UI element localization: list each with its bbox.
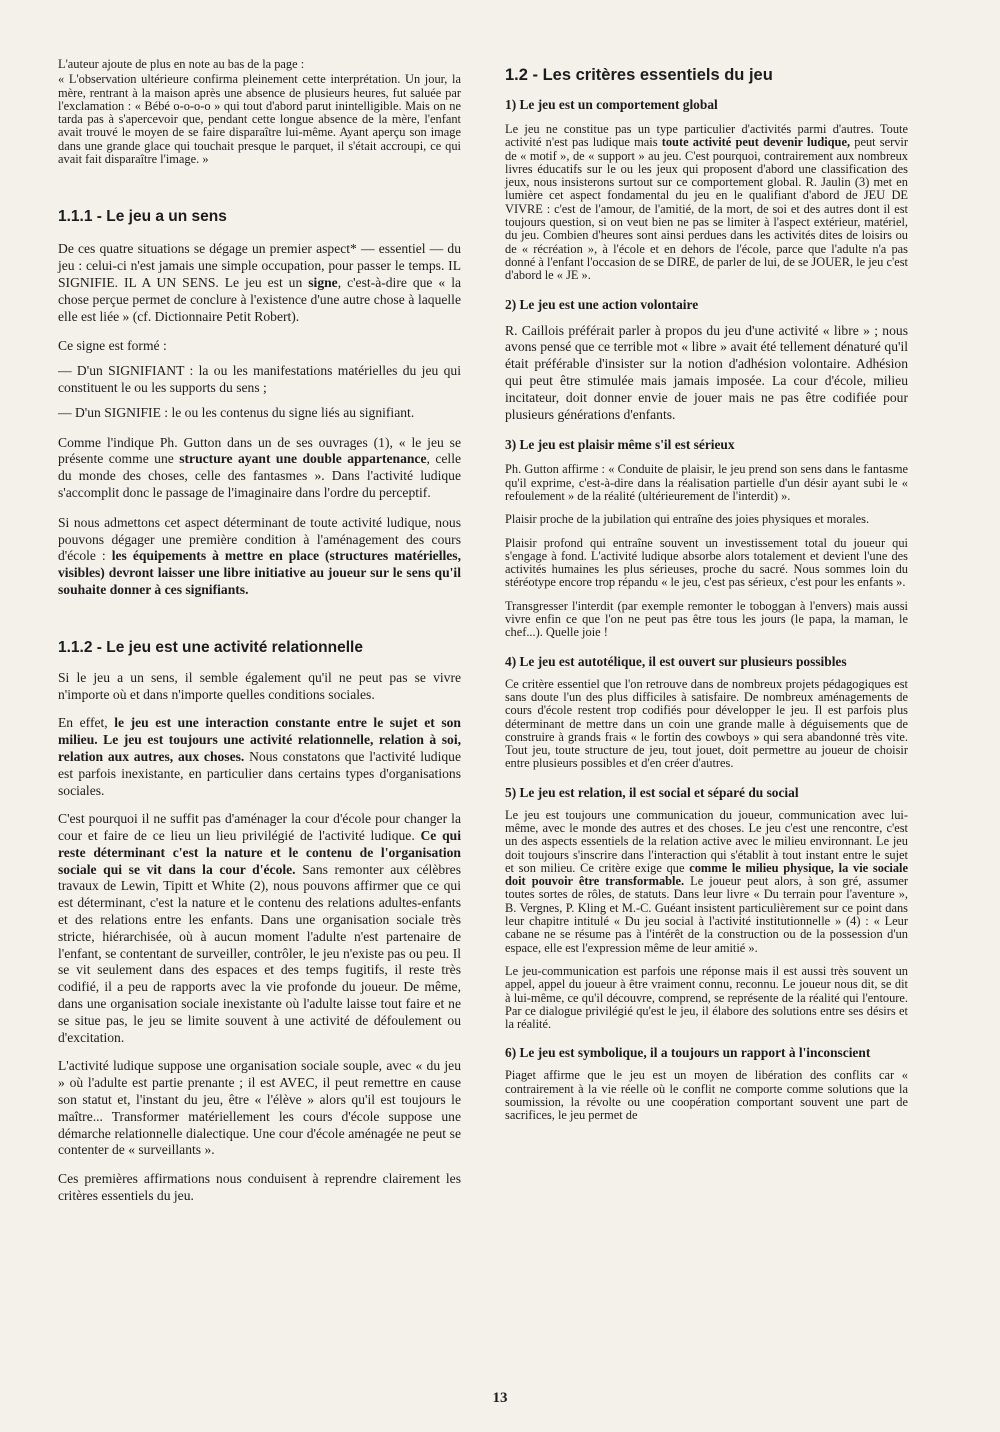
section-heading-1-1-2: 1.1.2 - Le jeu est une activité relationnelle — [58, 638, 363, 656]
paragraph: Le jeu-communication est parfois une réponse mais il est aussi très souvent un appel, appel du joueur à être vraiment connu, reconnu. Le joueur nous dit, se dit à lui-même, ce qu'il découvre, comprend, se représente de la réalité qui l'entoure. Par ce dialogue privilégié qu'est le jeu, il élabore des solutions entre ses désirs et la réalité. — [505, 963, 908, 1032]
paragraph: Piaget affirme que le jeu est un moyen de libération des conflits car « contrairement à la vie réelle où le conflit ne comporte comme solutions que la soumission, la révolte ou une coopération comportant souvent une part de sacrifices, le jeu permet de — [505, 1068, 908, 1123]
criterion-heading-6: 6) Le jeu est symbolique, il a toujours un rapport à l'inconscient — [505, 1045, 871, 1061]
paragraph: Transgresser l'interdit (par exemple remonter le toboggan à l'envers) mais aussi vivre enfin ce que l'on ne peut pas être tous les jours (le papa, la maman, le chef...). Quelle joie ! — [505, 598, 908, 640]
criterion-heading-3: 3) Le jeu est plaisir même s'il est sérieux — [505, 437, 735, 453]
criterion-heading-2: 2) Le jeu est une action volontaire — [505, 296, 699, 312]
paragraph: Si le jeu a un sens, il semble également qu'il ne peut pas se vivre n'importe où et dans n'importe quelles conditions sociales. — [58, 669, 461, 702]
paragraph: Plaisir proche de la jubilation qui entraîne des joies physiques et morales. — [505, 512, 870, 527]
criterion-heading-5: 5) Le jeu est relation, il est social et séparé du social — [505, 784, 799, 800]
section-heading-1-1-1: 1.1.1 - Le jeu a un sens — [58, 208, 227, 226]
right-column — [505, 66, 908, 1123]
criterion-heading-1: 1) Le jeu est un comportement global — [505, 97, 718, 112]
paragraph: En effet, le jeu est une interaction constante entre le sujet et son milieu. Le jeu est toujours une activité relationnelle, relation à soi, relation aux autres, aux choses. Nous constatons que l'activité ludique est parfois inexistante, en particulier dans certains types d'organisations sociales. — [58, 715, 461, 798]
paragraph: C'est pourquoi il ne suffit pas d'aménager la cour d'école pour changer la cour et faire de ce lieu un lieu privilégié de l'activité ludique. Ce qui reste déterminant c'est la nature et le contenu de l'organisation sociale qui se vit dans la cour d'école. Sans remonter aux célèbres travaux de Lewin, Tipitt et White (2), nous pouvons affirmer que ce qui est déterminant, c'est la nature et le contenu des relations adultes-enfants et des relations entre les enfants. Dans une organisation sociale très stricte, hiérarchisée, où à aucun moment l'adulte n'est partenaire de l'enfant, se contentant de surveiller, contrôler, le jeu n'existe pas ou peu. Il se vit seulement dans des espaces et des temps fugitifs, il reste très codifié, il a peu de rapports avec la vie profonde du joueur. De même, dans une organisation sociale inexistante où l'adulte laisse tout faire et ne se situe pas, le jeu se limite souvent à une activité de défoulement ou d'excitation. — [58, 811, 462, 1045]
paragraph: L'activité ludique suppose une organisation sociale souple, avec « du jeu » où l'adulte est partie prenante ; il est AVEC, il peut remettre en cause son statut et, l'instant du jeu, être « l'élève » alors qu'il est toujours le maître... Transformer matériellement les cours d'école suppose une démarche relationnelle dialectique. Une cour d'école aménagée ne peut se contenter de « surveillants ». — [58, 1058, 461, 1158]
footnote-quote: « L'observation ultérieure confirma pleinement cette interprétation. Un jour, la mère, rentrant à la maison après une absence de plusieurs heures, fut saluée par l'exclamation : « Bébé o-o-o-o » qui tout d'abord parut inintelligible. Mais on ne tarda pas à s'apercevoir que, pendant cette longue absence de la mère, l'enfant avait trouvé le moyen de se faire disparaître lui-même. Ayant aperçu son image dans une grande glace qui touchait presque le parquet, il s'était accroupi, ce qui avait fait disparaître l'image. » — [58, 72, 461, 167]
paragraph: — D'un SIGNIFIE : le ou les contenus du signe liés au signifiant. — [58, 404, 415, 420]
section-heading-1-2: 1.2 - Les critères essentiels du jeu — [505, 66, 773, 84]
paragraph: Si nous admettons cet aspect déterminant de toute activité ludique, nous pouvons dégager une première condition à l'aménagement des cours d'école : les équipements à mettre en place (structures matérielles, visibles) devront laisser une libre initiative au joueur sur le sens qu'il souhaite donner à ces signifiants. — [58, 514, 461, 597]
paragraph: Le jeu ne constitue pas un type particulier d'activités parmi d'autres. Toute activité n'est pas ludique mais toute activité peut devenir ludique, peut servir de « motif », de « support » au jeu. C'est pourquoi, contrairement aux nombreux livres éducatifs sur le ou les jeux qui proposent d'abord une classification des jeux, nous insisterons surtout sur ce comportement global. R. Jaulin (3) met en lumière cet aspect fondamental du jeu en le qualifiant d'abord de JEU DE VIVRE : c'est de l'amour, de l'amitié, de la mort, de soi et des autres dont il est toujours question, si on veut bien ne pas se limiter à l'aspect extérieur, matériel, du jeu. Combien d'heures sont ainsi perdues dans les activités dites de loisirs ou de « récréation », à l'école et en dehors de l'école, parce que l'adulte n'a pas donné à l'enfant l'occasion de se DIRE, de parler de lui, de se JOUER, le jeu c'est d'abord le « JE ». — [505, 122, 908, 283]
page-number: 13 — [492, 1390, 508, 1406]
paragraph: R. Caillois préférait parler à propos du jeu d'une activité « libre » ; nous avons pensé que ce terrible mot « libre » avait été tellement dénaturé qu'il était préférable d'insister sur la notion d'adhésion volontaire. Adhésion qui peut être stimulée mais jamais imposée. La cour d'école, milieu incitateur, doit donner envie de jouer mais ne pas être codifiée pour plusieurs générations d'enfants. — [505, 322, 908, 422]
paragraph: — D'un SIGNIFIANT : la ou les manifestations matérielles du jeu qui constituent le ou les supports du sens ; — [58, 363, 461, 395]
paragraph: Plaisir profond qui entraîne souvent un investissement total du joueur qui s'engage à fond. L'activité ludique absorbe alors totalement et devient l'une des activités humaines les plus sérieuses, proche du sacré. Nous sommes loin du stéréotype encore trop répandu « le jeu, c'est pas sérieux, c'est pour les enfants ». — [505, 535, 908, 590]
paragraph: Ce signe est formé : — [58, 338, 167, 354]
paragraph: Ce critère essentiel que l'on retrouve dans de nombreux projets pédagogiques est sans doute l'un des plus difficiles à satisfaire. De nombreux aménagements de cours d'école restent trop codifiés pour développer le jeu. Il est parfois plus déterminant de mettre dans un coin une grande malle à déguisements que de construire à grands frais « le fortin des cowboys » qui sera abandonné très vite. Tout jeu, toute structure de jeu, tout jouet, doit permettre au joueur de choisir entre plusieurs possibles et d'en créer d'autres. — [505, 676, 908, 771]
paragraph: Ces premières affirmations nous conduisent à reprendre clairement les critères essentiels du jeu. — [58, 1171, 461, 1204]
footnote-intro: L'auteur ajoute de plus en note au bas de la page : — [58, 57, 305, 71]
paragraph: Le jeu est toujours une communication du joueur, communication avec lui-même, avec le monde des autres et des choses. Le jeu c'est une rencontre, c'est un des aspects essentiels de la relation active avec le milieu environnant. Le jeu doit toujours s'inscrire dans l'interaction qui s'établit à tout instant entre le sujet et son milieu. Ce critère exige que comme le milieu physique, la vie sociale doit pouvoir être transformable. Le joueur peut alors, à son gré, assumer toutes sortes de rôles, de statuts. Dans leur livre « Du terrain pour l'aventure », B. Vergnes, P. Kling et M.-C. Guéant insistent particulièrement sur ce point dans leur chapitre intitulé « Du jeu social à l'activité institutionnelle » (4) : « Leur cabane ne se résume pas à l'intérêt de la construction ou de la possession d'un espace, elle est l'expression même de leur amitié ». — [505, 807, 908, 955]
criterion-heading-4: 4) Le jeu est autotélique, il est ouvert sur plusieurs possibles — [505, 653, 847, 669]
paragraph: Comme l'indique Ph. Gutton dans un de ses ouvrages (1), « le jeu se présente comme une structure ayant une double appartenance, celle du monde des choses, celle des fantasmes ». Dans l'activité ludique s'accomplit donc le passage de l'imaginaire dans l'ordre du perceptif. — [58, 434, 461, 500]
left-column — [58, 58, 461, 1205]
paragraph: De ces quatre situations se dégage un premier aspect* — essentiel — du jeu : celui-ci n'est jamais une simple occupation, pour passer le temps. IL SIGNIFIE. IL A UN SENS. Le jeu est un signe, c'est-à-dire que « la chose perçue permet de conclure à l'existence d'une autre chose à laquelle elle est liée » (cf. Dictionnaire Petit Robert). — [58, 241, 461, 324]
paragraph: Ph. Gutton affirme : « Conduite de plaisir, le jeu prend son sens dans le fantasme qu'il exprime, c'est-à-dire dans la réalisation partielle d'un désir ayant subi le « refoulement » de la réalité (ultérieurement de l'interdit) ». — [505, 462, 908, 503]
